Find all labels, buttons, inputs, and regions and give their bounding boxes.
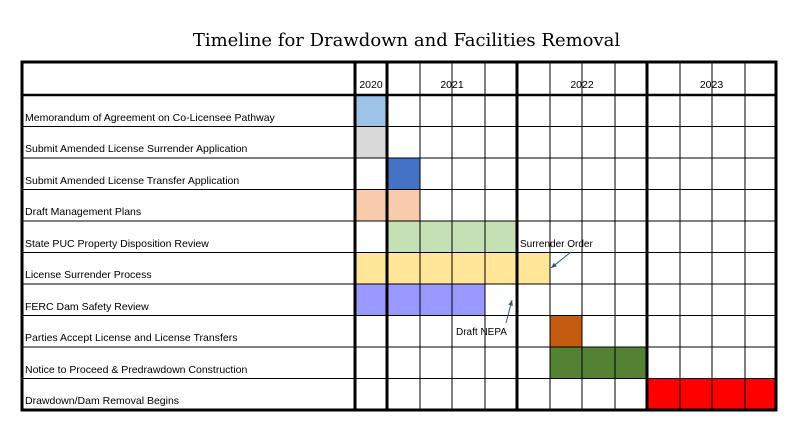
surrender-order-label: Surrender Order [520,239,593,250]
task-bar-0 [355,95,387,127]
task-label: License Surrender Process [25,269,152,281]
task-label: Memorandum of Agreement on Co-Licensee Pathway [25,111,275,124]
task-label: Submit Amended License Surrender Application [25,143,248,155]
task-label: FERC Dam Safety Review [25,300,149,313]
chart-title: Timeline for Drawdown and Facilities Removal [192,30,621,51]
task-bar-8 [550,347,647,379]
task-label: State PUC Property Disposition Review [25,237,209,250]
year-label-2021: 2021 [440,79,464,91]
draft-nepa-label: Draft NEPA [456,327,507,338]
year-label-2023: 2023 [699,79,724,91]
task-bar-7 [550,316,582,348]
task-bar-1 [355,127,387,159]
task-label: Parties Accept License and License Transfers [25,332,238,344]
year-label-2020: 2020 [359,79,383,91]
task-label: Notice to Proceed & Predrawdown Construction [25,363,248,376]
year-label-2022: 2022 [570,79,594,91]
task-label: Drawdown/Dam Removal Begins [25,395,180,407]
task-label: Draft Management Plans [25,206,142,218]
task-label: Submit Amended License Transfer Application [25,174,240,187]
task-bar-2 [387,158,420,190]
